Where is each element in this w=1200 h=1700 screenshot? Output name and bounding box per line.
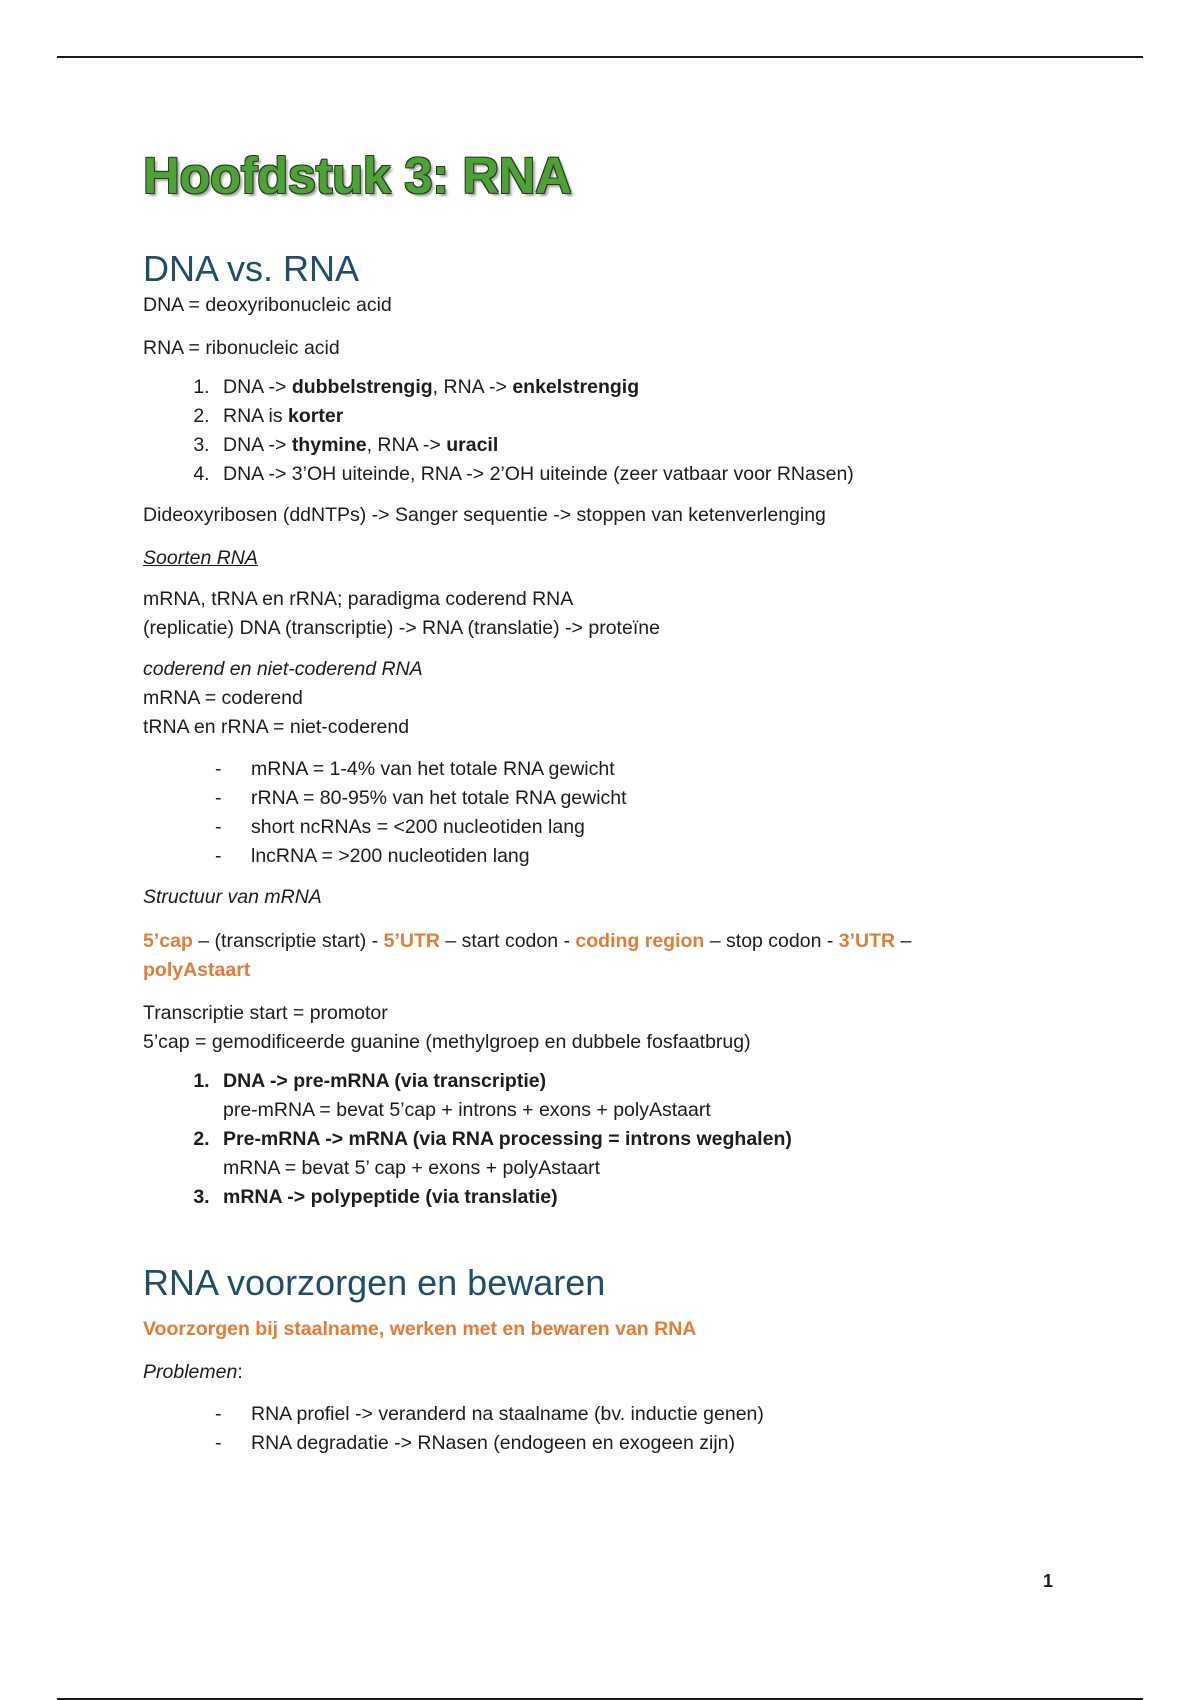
problemen-list [143,1400,1043,1458]
page-number: 1 [1043,1571,1054,1591]
section-heading-dna-vs-rna: DNA vs. RNA [143,248,360,289]
list-item: 3. DNA -> thymine, RNA -> uracil [215,431,1043,460]
soorten-rna-subtitle: Soorten RNA [143,547,258,569]
dideoxy-note: Dideoxyribosen (ddNTPs) -> Sanger sequentie -> stoppen van ketenverlenging [143,504,826,526]
document-body [143,145,1043,1458]
problemen-label: Problemen: [143,1361,243,1383]
structuur-subtitle: Structuur van mRNA [143,886,322,908]
list-item: - rRNA = 80-95% van het totale RNA gewicht [215,784,1043,813]
list-item: - short ncRNAs = <200 nucleotiden lang [215,813,1043,842]
list-item: - RNA degradatie -> RNasen (endogeen en exogeen zijn) [215,1429,1043,1458]
cap-definition: 5’cap = gemodificeerde guanine (methylgroep en dubbele fosfaatbrug) [143,1031,751,1053]
list-item: - lncRNA = >200 nucleotiden lang [215,842,1043,871]
list-item: 3. mRNA -> polypeptide (via translatie) [215,1183,1043,1212]
soorten-line-2: (replicatie) DNA (transcriptie) -> RNA (translatie) -> proteïne [143,617,660,639]
rna-definition: RNA = ribonucleic acid [143,337,340,359]
mrna-structure-line: 5’cap – (transcriptie start) - 5’UTR – start codon - coding region – stop codon - 3’UTR – polyAstaart [143,930,912,981]
list-item: 2. RNA is korter [215,402,1043,431]
dna-rna-differences-list [143,373,1043,489]
list-item: - RNA profiel -> veranderd na staalname (bv. inductie genen) [215,1400,1043,1429]
list-item: 1. DNA -> dubbelstrengig, RNA -> enkelstrengig [215,373,1043,402]
coderend-subtitle: coderend en niet-coderend RNA [143,658,423,680]
promotor-line: Transcriptie start = promotor [143,1002,388,1024]
rna-percentages-list [143,755,1043,871]
top-rule [57,56,1143,58]
list-item: 4. DNA -> 3’OH uiteinde, RNA -> 2’OH uiteinde (zeer vatbaar voor RNasen) [215,460,1043,489]
list-item: 1. DNA -> pre-mRNA (via transcriptie) pre-mRNA = bevat 5’cap + introns + exons + polyAstaart [215,1067,1043,1125]
processing-steps-list [143,1067,1043,1212]
list-item: 2. Pre-mRNA -> mRNA (via RNA processing = introns weghalen) mRNA = bevat 5’ cap + exons + polyAstaart [215,1125,1043,1183]
coderend-line-2: tRNA en rRNA = niet-coderend [143,716,410,738]
chapter-title: Hoofdstuk 3: RNA [143,147,572,204]
list-item: - mRNA = 1-4% van het totale RNA gewicht [215,755,1043,784]
dna-definition: DNA = deoxyribonucleic acid [143,294,392,316]
coderend-line-1: mRNA = coderend [143,687,303,709]
soorten-line-1: mRNA, tRNA en rRNA; paradigma coderend RNA [143,588,574,610]
section-heading-rna-voorzorgen: RNA voorzorgen en bewaren [143,1262,606,1303]
voorzorgen-subheading: Voorzorgen bij staalname, werken met en bewaren van RNA [143,1318,697,1340]
